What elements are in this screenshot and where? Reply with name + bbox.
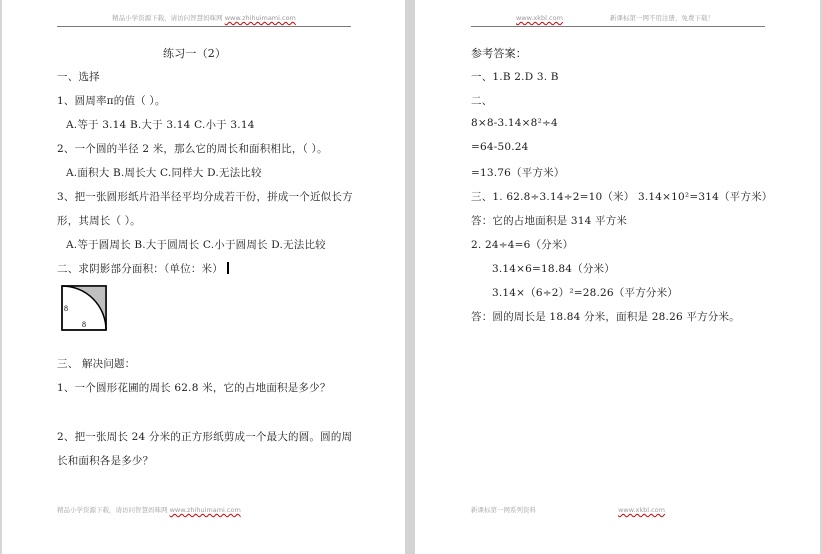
- header-url: www.xkbl.com: [516, 14, 563, 22]
- side-length-label: 8: [64, 304, 68, 313]
- section-shaded-area-heading: [57, 261, 229, 276]
- question-3-stem-line1: 3、把一张圆形纸片沿半径平均分成若干份，拼成一个近似长方: [57, 191, 353, 203]
- section-choice-heading: 一、选择: [57, 71, 100, 83]
- header-text: 精品小学资源下载，请访问智慧妈咪网: [112, 14, 225, 22]
- header-text: 新课标第一网不用注册，免费下载！: [610, 14, 714, 22]
- answer-section-1: 一、1.B 2.D 3. B: [471, 71, 559, 83]
- page-footer: [471, 505, 665, 514]
- page-answers[interactable]: [415, 0, 820, 554]
- bottom-length-label: 8: [82, 320, 86, 329]
- page-title: 练习一（2）: [163, 47, 227, 60]
- answers-title: 参考答案：: [471, 47, 527, 60]
- answer-3-2-conclusion: 答：圆的周长是 18.84 分米，面积是 28.26 平方分米。: [471, 311, 740, 323]
- question-2-options: A.面积大 B.周长大 C.同样大 D.无法比较: [66, 167, 262, 179]
- question-1-stem: 1、圆周率π的值（ ）。: [57, 95, 166, 107]
- page-header: [57, 13, 351, 27]
- question-3-options: A.等于圆周长 B.大于圆周长 C.小于圆周长 D.无法比较: [66, 239, 326, 251]
- answer-3-1-conclusion: 答：它的占地面积是 314 平方米: [471, 215, 628, 227]
- footer-text: 新课标第一网系列资料: [471, 506, 536, 514]
- footer-url: www.zhihuimami.com: [169, 506, 241, 514]
- answer-3-2-line1: 2. 24÷4=6（分米）: [471, 239, 574, 251]
- footer-text: 精品小学资源下载，请访问智慧妈咪网: [57, 506, 170, 514]
- page-exercise[interactable]: [2, 0, 405, 554]
- footer-url: www.xkbl.com: [618, 506, 665, 514]
- section-shaded-area-text: 二、求阴影部分面积：（单位：米）: [57, 263, 223, 275]
- problem-1: 1、一个圆形花圃的周长 62.8 米，它的占地面积是多少？: [57, 382, 331, 394]
- question-3-stem-line2: 形，其周长（ ）。: [57, 215, 141, 227]
- answer-2-line3: =13.76（平方米）: [471, 167, 565, 179]
- header-url: www.zhihuimami.com: [224, 14, 296, 22]
- page-gutter: [405, 0, 415, 554]
- answer-3-2-line3: 3.14×（6÷2）²=28.26（平方分米）: [492, 287, 679, 299]
- page-footer: [57, 505, 241, 514]
- question-1-options: A.等于 3.14 B.大于 3.14 C.小于 3.14: [66, 119, 255, 131]
- problem-2-line1: 2、把一张周长 24 分米的正方形纸剪成一个最大的圆。圆的周: [57, 431, 353, 443]
- answer-3-1: 三、1. 62.8÷3.14÷2=10（米） 3.14×10²=314（平方米）: [471, 191, 773, 203]
- shaded-area-figure: [61, 285, 107, 331]
- answer-3-2-line2: 3.14×6=18.84（分米）: [492, 263, 615, 275]
- question-2-stem: 2、一个圆的半径 2 米，那么它的周长和面积相比，（ ）。: [57, 143, 328, 155]
- answer-section-2-heading: 二、: [471, 95, 493, 107]
- answer-2-line2: =64-50.24: [471, 141, 529, 153]
- text-cursor: [227, 262, 229, 274]
- problem-2-line2: 长和面积各是多少？: [57, 455, 154, 467]
- answer-2-line1: 8×8-3.14×8²÷4: [471, 117, 558, 129]
- page-header: [471, 13, 765, 27]
- section-problems-heading: 三、 解决问题：: [57, 358, 136, 370]
